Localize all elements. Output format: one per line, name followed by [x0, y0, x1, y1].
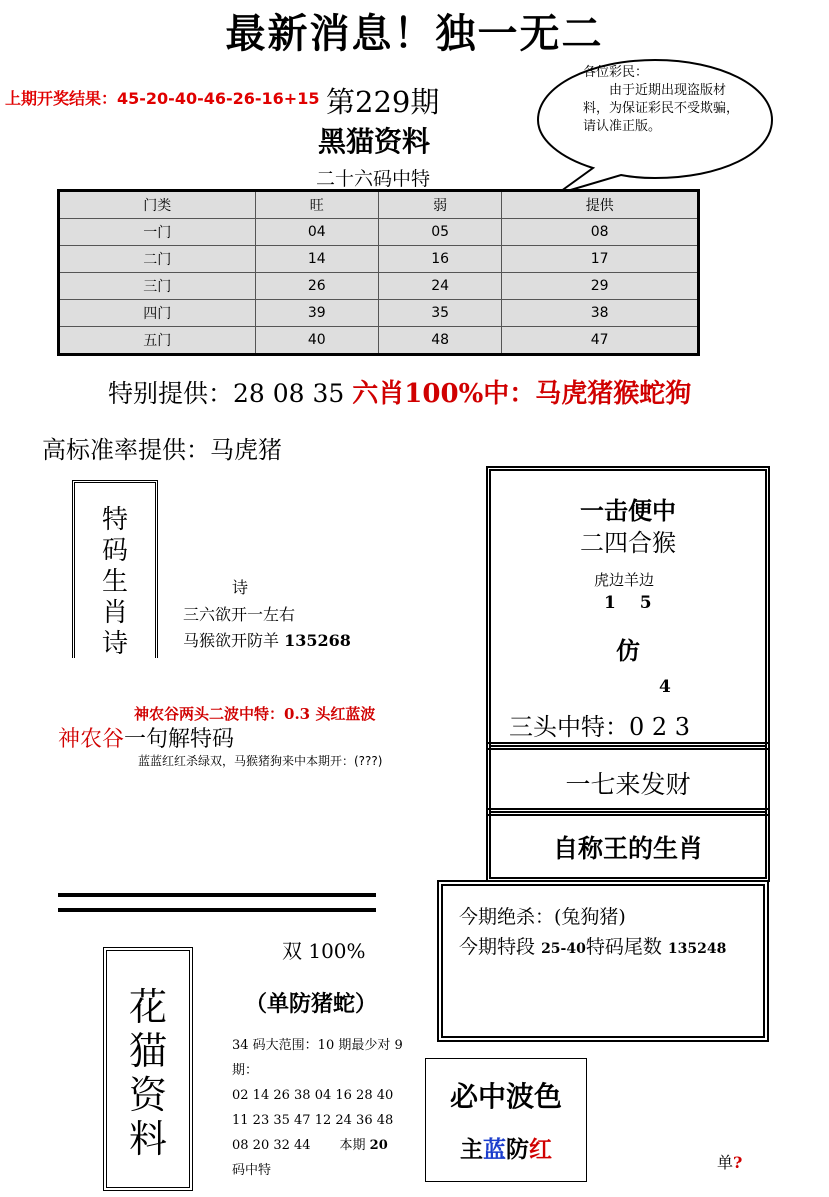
range-nums-3: 08 20 32 44 — [232, 1138, 311, 1153]
wave-red: 红 — [529, 1136, 552, 1163]
range-nums-3-line — [232, 1133, 422, 1158]
range-intro: 34 码大范围：10 期最少对 9 期： — [232, 1038, 403, 1078]
table-header: 门类 — [59, 191, 256, 219]
three-heads: 三头中特：0 2 3 — [509, 713, 691, 741]
wave-color-line — [426, 1131, 586, 1164]
table-cell: 04 — [255, 219, 378, 246]
table-row — [59, 273, 699, 300]
king-zodiac-box — [486, 808, 770, 882]
hit-title: 一击便中 — [580, 496, 676, 525]
double-100: 双 100% — [282, 939, 366, 963]
range-block — [232, 1033, 422, 1183]
poem-box-title: 特 码 生 肖 诗 — [101, 505, 128, 658]
section-subtitle: 二十六码中特 — [316, 168, 431, 190]
table-header: 弱 — [378, 191, 501, 219]
fortune-box — [486, 742, 770, 816]
fortune-text: 一七来发财 — [565, 770, 691, 799]
segment-number: 135248 — [667, 941, 727, 957]
table-cell: 39 — [255, 300, 378, 327]
table-header: 旺 — [255, 191, 378, 219]
double-divider — [58, 893, 376, 912]
table-header: 提供 — [502, 191, 699, 219]
table-cell: 48 — [378, 327, 501, 355]
issue-number: 第229期 — [326, 85, 440, 119]
high-standard-line: 高标准率提供：马虎猪 — [42, 436, 282, 464]
table-cell: 二门 — [59, 246, 256, 273]
poem-line-2-text: 马猴欲开防羊 — [183, 631, 280, 650]
table-cell: 17 — [502, 246, 699, 273]
table-cell: 14 — [255, 246, 378, 273]
poem-line-2 — [183, 628, 351, 651]
hit-box — [486, 466, 770, 750]
hit-hint: 虎边羊边 — [594, 571, 655, 589]
segment-line — [459, 932, 726, 959]
bubble-greeting: 各位彩民： — [583, 65, 649, 80]
table-cell: 08 — [502, 219, 699, 246]
table-cell: 24 — [378, 273, 501, 300]
table-cell: 35 — [378, 300, 501, 327]
single-mark — [717, 1150, 742, 1173]
poem-title-box — [72, 480, 158, 658]
table-cell: 五门 — [59, 327, 256, 355]
shennong-wave-line: 神农谷两头二波中特：0.3 头红蓝波 — [134, 705, 376, 723]
range-current: 本期 — [339, 1138, 366, 1153]
king-zodiac-text: 自称王的生肖 — [552, 834, 703, 863]
bubble-text — [583, 64, 743, 136]
poem-line-1: 三六欲开一左右 — [183, 605, 296, 624]
single-guard: （单防猪蛇） — [245, 991, 378, 1017]
kill-line: 今期绝杀：(兔狗猪) — [459, 906, 626, 928]
hit-subtitle: 二四合猴 — [580, 529, 676, 557]
table-row — [59, 246, 699, 273]
huamao-title: 花 猫 资 料 — [128, 985, 167, 1161]
table-cell: 三门 — [59, 273, 256, 300]
special-offer — [108, 373, 691, 410]
table-cell: 16 — [378, 246, 501, 273]
shennong-desc: 蓝蓝红红杀绿双，马猴猪狗来中本期开：(???) — [138, 754, 383, 768]
special-highlight: 六肖100%中：马虎猪猴蛇狗 — [352, 379, 692, 409]
page-title: 最新消息！独一无二 — [225, 10, 604, 57]
shennong-title-rest: 一句解特码 — [124, 727, 235, 752]
shennong-title-red: 神农谷 — [58, 727, 125, 752]
wave-blue: 蓝 — [483, 1136, 506, 1163]
table-cell: 一门 — [59, 219, 256, 246]
segment-label: 今期特段 — [459, 936, 536, 958]
range-current-number: 20 — [369, 1138, 388, 1153]
table-cell: 四门 — [59, 300, 256, 327]
wave-color-box — [425, 1058, 587, 1182]
poem-line-2-number: 135268 — [284, 631, 351, 650]
single-question: ? — [733, 1153, 743, 1172]
hit-numbers: 1 5 — [604, 593, 652, 613]
table-cell: 40 — [255, 327, 378, 355]
hit-char: 仿 — [616, 636, 640, 665]
table-cell: 29 — [502, 273, 699, 300]
range-nums-1: 02 14 26 38 04 16 28 40 — [232, 1088, 394, 1103]
bubble-body: 由于近期出现盗版材料，为保证彩民不受欺骗，请认准正版。 — [583, 83, 740, 134]
table-row — [59, 219, 699, 246]
previous-result: 上期开奖结果：45-20-40-46-26-16+15 — [5, 89, 320, 108]
poem-heading: 诗 — [232, 578, 249, 597]
shennong-title — [58, 722, 234, 753]
number-table — [57, 189, 700, 356]
special-label: 特别提供：28 08 35 — [108, 379, 345, 408]
section-title: 黑猫资料 — [318, 125, 431, 158]
range-tail: 码中特 — [232, 1163, 272, 1178]
table-cell: 47 — [502, 327, 699, 355]
table-row — [59, 327, 699, 355]
kill-box — [437, 880, 769, 1042]
table-row — [59, 300, 699, 327]
table-header-row — [59, 191, 699, 219]
hit-number: 4 — [659, 677, 671, 697]
wave-guard: 防 — [506, 1136, 529, 1163]
table-cell: 26 — [255, 273, 378, 300]
huamao-box — [103, 947, 193, 1191]
single-text: 单 — [717, 1153, 734, 1172]
wave-main: 主 — [460, 1136, 483, 1163]
table-cell: 05 — [378, 219, 501, 246]
table-cell: 38 — [502, 300, 699, 327]
segment-range: 25-40 — [541, 941, 586, 957]
segment-tail: 特码尾数 — [585, 936, 662, 958]
wave-color-title: 必中波色 — [449, 1080, 562, 1113]
range-nums-2: 11 23 35 47 12 24 36 48 — [232, 1113, 394, 1128]
